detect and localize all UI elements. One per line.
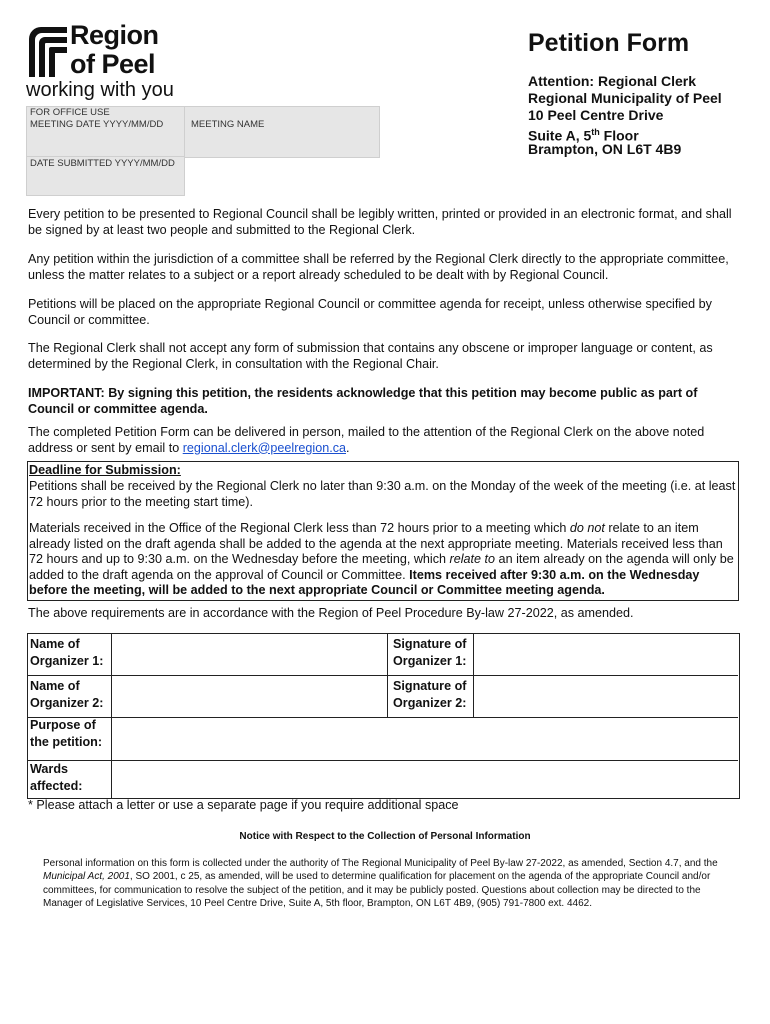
purpose-label-b: the petition: <box>30 735 103 749</box>
office-use-header: FOR OFFICE USE <box>30 107 110 118</box>
signature-organizer-2-input[interactable] <box>474 676 737 717</box>
name-organizer-2-label-b: Organizer 2: <box>30 696 104 710</box>
clerk-email-link[interactable]: regional.clerk@peelregion.ca <box>182 440 347 455</box>
paragraph-improper-content: The Regional Clerk shall not accept any form of submission that contains any obscene or improper language or content, as determined by the Regional Clerk, in consultation with the Regional Chair. <box>28 341 713 371</box>
meeting-date-field[interactable]: MEETING DATE YYYY/MM/DD <box>30 119 164 130</box>
deadline-heading: Deadline for Submission: <box>29 463 181 477</box>
name-organizer-2-label <box>30 678 103 712</box>
name-organizer-1-input[interactable] <box>112 634 387 675</box>
address-org: Regional Municipality of Peel <box>528 90 722 106</box>
logo-wordmark-line2: of Peel <box>70 49 156 79</box>
privacy-notice-act: Municipal Act, 2001 <box>43 871 130 883</box>
name-organizer-2-input[interactable] <box>112 676 387 717</box>
wards-label-a: Wards <box>30 762 69 776</box>
address-suite-sup: th <box>591 127 600 137</box>
address-suite-prefix: Suite A, 5 <box>528 127 592 144</box>
address-city: Brampton, ON L6T 4B9 <box>528 141 682 157</box>
logo-wordmark-line1: Region <box>70 20 159 50</box>
important-notice: IMPORTANT: By signing this petition, the residents acknowledge that this petition may become public as part of Council or committee agenda. <box>28 386 698 416</box>
address-suite-suffix: Floor <box>599 127 639 144</box>
paragraph-placement: Petitions will be placed on the appropriate Regional Council or committee agenda for receipt, unless otherwise specified by Council or committee. <box>28 297 712 327</box>
signature-organizer-2-label <box>393 678 466 712</box>
purpose-label <box>30 717 102 751</box>
deadline-rule-2 <box>29 521 737 599</box>
date-submitted-field[interactable]: DATE SUBMITTED YYYY/MM/DD <box>30 158 175 169</box>
signature-organizer-1-label-b: Organizer 1: <box>393 654 467 668</box>
privacy-notice-body-b: , SO 2001, c 25, as amended, will be used to determine qualification for placement on the agenda of the appropriate Council and/or committees, for communication to resolve the subject of the petition, and it may be publicly posted. Questions about collection may be directed to the Manager of Legislative Services, 10 Peel Centre Drive, Suite A, 5th floor, Brampton, ON L6T 4B9, (905) 791-7800 ext. 4462. <box>43 871 711 910</box>
deadline-rule-2-b: relate to an item already listed on the draft agenda shall be added to the agenda at the next appropriate meeting. Materials received less than 72 hours and up to 9:30 a.m. on the Wednesday before the meeting, which <box>29 521 723 567</box>
bylaw-note: The above requirements are in accordance with the Region of Peel Procedure By-law 27-2022, as amended. <box>28 606 634 620</box>
privacy-notice-body-a: Personal information on this form is collected under the authority of The Regional Municipality of Peel By-law 27-2022, as amended, Section 4.7, and the <box>43 858 718 869</box>
deadline-rule-1: Petitions shall be received by the Regional Clerk no later than 9:30 a.m. on the Monday of the week of the meeting (i.e. at least 72 hours prior to the meeting start time). <box>29 479 736 509</box>
deadline-rule-2-a: Materials received in the Office of the Regional Clerk less than 72 hours prior to a meeting which <box>29 521 570 535</box>
deadline-rule-2-em1: do not <box>569 521 605 535</box>
name-organizer-2-label-a: Name of <box>30 679 80 693</box>
signature-organizer-1-label-a: Signature of <box>393 637 467 651</box>
signature-organizer-2-label-a: Signature of <box>393 679 467 693</box>
name-organizer-1-label-b: Organizer 1: <box>30 654 104 668</box>
attach-note: * Please attach a letter or use a separate page if you require additional space <box>28 798 459 812</box>
office-use-divider <box>184 106 185 156</box>
table-col-divider-2 <box>387 633 388 718</box>
privacy-notice-title: Notice with Respect to the Collection of Personal Information <box>239 831 531 842</box>
page-title: Petition Form <box>528 29 690 57</box>
meeting-name-field[interactable]: MEETING NAME <box>191 119 265 130</box>
wards-input[interactable] <box>112 761 737 797</box>
logo-tagline: working with you <box>26 79 174 101</box>
privacy-notice-body <box>43 857 723 911</box>
wards-label <box>30 761 82 795</box>
address-street: 10 Peel Centre Drive <box>528 107 664 123</box>
paragraph-legibility: Every petition to be presented to Regional Council shall be legibly written, printed or provided in an electronic format, and shall be signed by at least two people and submitted to the Regional Clerk. <box>28 207 732 237</box>
deadline-rule-2-em2: relate to <box>449 552 496 567</box>
region-of-peel-logo-icon <box>27 25 67 77</box>
deadline-rule-2-bold: Items received after 9:30 a.m. on the Wednesday before the meeting, will be added to the next appropriate Council or Committee meeting agenda. <box>29 567 700 598</box>
delivery-text: The completed Petition Form can be delivered in person, mailed to the attention of the Regional Clerk on the above noted address or sent by email to <box>28 425 705 455</box>
name-organizer-1-label-a: Name of <box>30 637 80 651</box>
signature-organizer-2-label-b: Organizer 2: <box>393 696 467 710</box>
deadline-rule-2-c: an item already on the agenda will only be added to the draft agenda on the approval of Council or Committee. <box>29 552 734 582</box>
delivery-end: . <box>346 440 350 455</box>
wards-label-b: affected: <box>30 779 83 793</box>
address-attention: Attention: Regional Clerk <box>528 73 697 89</box>
paragraph-delivery <box>28 425 740 456</box>
purpose-label-a: Purpose of <box>30 718 96 732</box>
signature-organizer-1-label <box>393 636 466 670</box>
paragraph-jurisdiction: Any petition within the jurisdiction of a committee shall be referred by the Regional Clerk directly to the appropriate committee, unless the matter relates to a subject or a report already scheduled to be dealt with by Regional Council. <box>28 252 729 282</box>
signature-organizer-1-input[interactable] <box>474 634 737 675</box>
name-organizer-1-label <box>30 636 103 670</box>
purpose-input[interactable] <box>112 718 737 760</box>
